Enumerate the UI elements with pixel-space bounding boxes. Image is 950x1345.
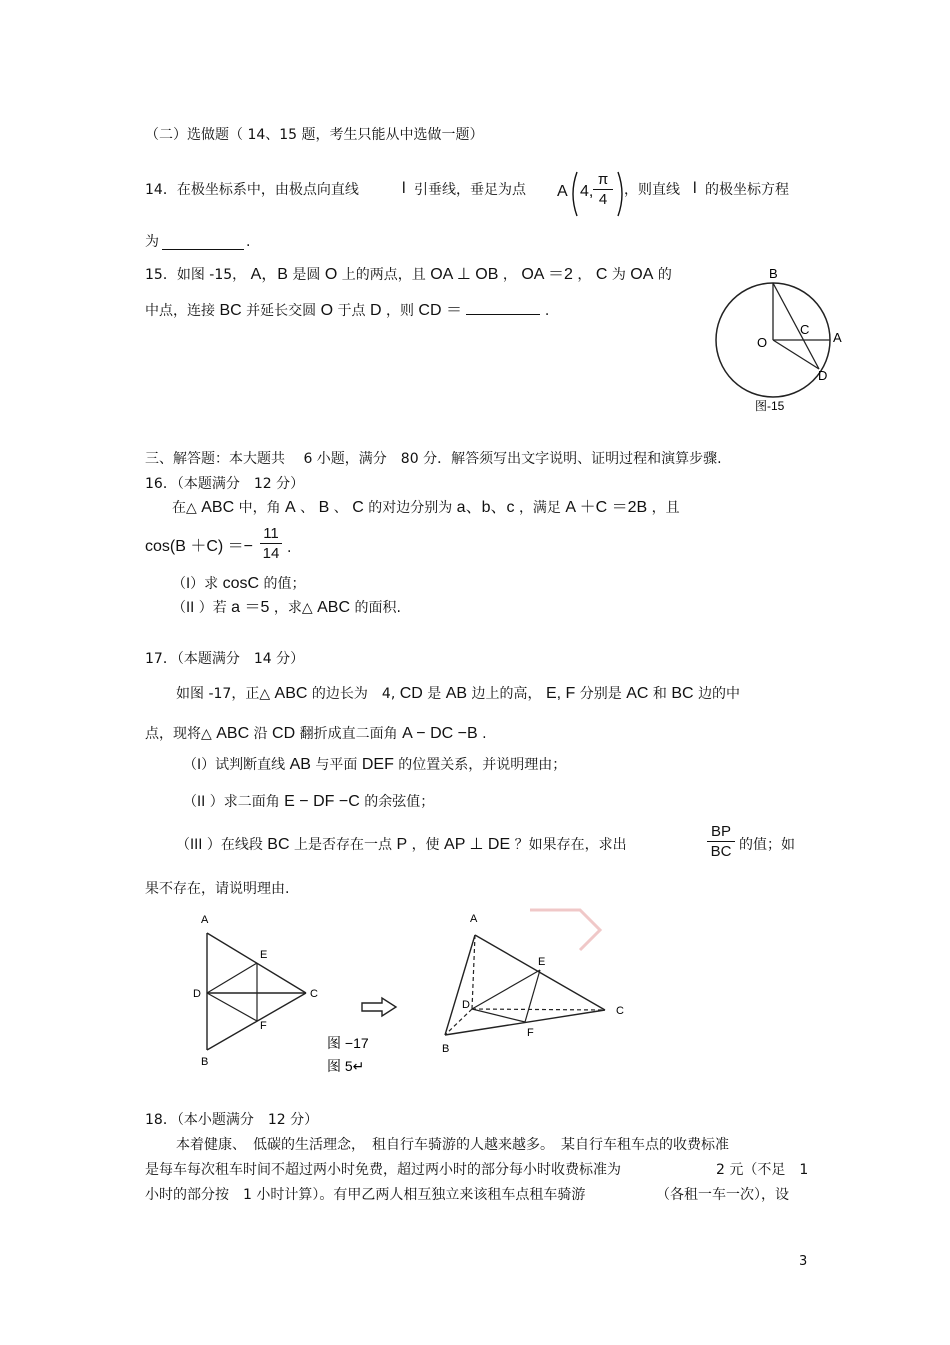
- left-paren: [573, 172, 577, 216]
- q16-c1: （II ）若: [172, 600, 227, 616]
- q16-heading: 16．（本题满分 12 分）: [145, 476, 305, 492]
- q14-coord: 4,: [580, 183, 594, 200]
- watermark-stamp: [530, 910, 600, 950]
- q17-e1: （III ）在线段: [176, 837, 263, 853]
- q15-t7: ，: [502, 267, 517, 283]
- q16-a11: ，满足: [518, 500, 561, 516]
- q14-line-l: l: [402, 180, 406, 197]
- q17-b3: 沿: [253, 726, 268, 742]
- figure-15: [700, 260, 860, 420]
- q17-a13: 边的中: [698, 686, 741, 702]
- q17-b6: A − DC −B: [402, 725, 478, 742]
- q14-answer-blank: [162, 249, 244, 250]
- q14-fraction-den: 4: [598, 191, 608, 208]
- q15-u4: O: [320, 302, 334, 319]
- q17-a11: 和: [652, 686, 667, 702]
- q15-t9: ，: [577, 267, 592, 283]
- q17-a5: 是: [427, 686, 442, 702]
- figure-17-flat: [190, 905, 380, 1080]
- figure-15-caption: 图-15: [755, 399, 785, 413]
- q15-u7: ，则: [385, 303, 414, 319]
- q16-b2: cosC: [222, 575, 260, 592]
- q14-fraction: [593, 171, 613, 208]
- label-d: D: [462, 999, 470, 1011]
- q18-line2a: 是每车每次租车时间不超过两小时免费，超过两小时的部分每小时收费标准为: [145, 1162, 621, 1178]
- q14-text-mid: 引垂线，垂足为点: [414, 182, 526, 198]
- q15-u9: .: [544, 303, 550, 319]
- q15-t10: C: [595, 266, 608, 283]
- q14-line-l-2: l: [693, 180, 697, 197]
- label-f: F: [260, 1020, 267, 1032]
- segment-ad: [472, 935, 475, 1009]
- label-a: A: [201, 914, 209, 926]
- q15-u8: CD ＝: [418, 302, 462, 319]
- q16-cos-end: .: [287, 540, 292, 556]
- q17-a10: AC: [626, 685, 649, 702]
- q17-b7: .: [482, 726, 487, 742]
- q17-c4: DEF: [361, 756, 394, 773]
- q17-a2: ABC: [274, 685, 308, 702]
- q16-b3: 的值；: [263, 576, 306, 592]
- fraction-bar: [260, 543, 282, 544]
- label-c: C: [800, 322, 810, 337]
- segment-bd: [773, 283, 819, 369]
- q16-fraction-num: 11: [263, 525, 279, 542]
- label-c: C: [310, 988, 318, 1000]
- figure-5-caption: 图 5↵: [327, 1058, 365, 1074]
- label-a: A: [833, 330, 842, 345]
- q15-u6: D: [369, 302, 382, 319]
- q17-b2: ABC: [216, 725, 250, 742]
- q16-a6: B: [318, 499, 330, 516]
- q15-u3: 并延长交圆: [246, 303, 317, 319]
- label-e: E: [260, 949, 268, 961]
- q16-a8: C: [352, 499, 364, 516]
- fold-arrow-icon: [360, 995, 400, 1019]
- label-f: F: [527, 1027, 534, 1039]
- q17-e3: 上是否存在一点: [293, 837, 392, 853]
- segment-de: [472, 970, 540, 1009]
- q15-t5: 上的两点，且: [341, 267, 426, 283]
- label-e: E: [538, 956, 546, 968]
- figure-17-folded: [430, 905, 640, 1065]
- q15-t1: 15．如图 -15，: [145, 267, 247, 283]
- q15-t3: 是圆: [292, 267, 321, 283]
- q16-cos-lhs: cos(B ＋C) ＝−: [145, 538, 254, 555]
- q14-text-end: .: [246, 234, 251, 250]
- q15-t8: OA ＝2: [521, 266, 573, 283]
- q14-text-post: ，则直线: [624, 182, 680, 198]
- q17-c5: 的位置关系，并说明理由；: [398, 757, 567, 773]
- q14-text-line2: 为: [145, 234, 159, 250]
- q18-line3a: 小时的部分按 1 小时计算）。有甲乙两人相互独立来该租车点租车骑游: [145, 1187, 586, 1203]
- q17-e5: ，使: [411, 837, 440, 853]
- q17-b1: 点，现将△: [145, 726, 212, 742]
- q15-u5: 于点: [337, 303, 366, 319]
- q16-a3: 中，角: [238, 500, 281, 516]
- figure-17-caption: 图 −17: [327, 1035, 369, 1051]
- q17-c2: AB: [289, 756, 311, 773]
- q15-t6: OA ⊥ OB: [430, 266, 499, 283]
- q17-f1: 果不存在，请说明理由.: [145, 881, 290, 897]
- q16-a2: ABC: [201, 499, 235, 516]
- q15-t12: OA: [630, 266, 654, 283]
- label-o: O: [757, 335, 768, 350]
- segment-bc: [445, 1010, 605, 1035]
- q17-a7: 边上的高，: [471, 686, 542, 702]
- q17-d3: 的余弦值；: [364, 794, 435, 810]
- label-a: A: [470, 913, 478, 925]
- q17-a12: BC: [671, 685, 694, 702]
- segment-de: [207, 963, 257, 993]
- page-number: 3: [799, 1254, 808, 1269]
- q16-fraction-den: 14: [262, 545, 280, 562]
- q18-heading: 18．（本小题满分 12 分）: [145, 1112, 319, 1128]
- q14-fraction-num: π: [597, 171, 609, 188]
- segment-df: [472, 1009, 525, 1022]
- q16-a4: A: [285, 499, 296, 516]
- q17-e6: AP ⊥ DE: [444, 836, 511, 853]
- q17-c3: 与平面: [315, 757, 358, 773]
- q17-d2: E − DF −C: [284, 793, 360, 810]
- q16-a9: 的对边分别为: [368, 500, 453, 516]
- q15-t11: 为: [611, 267, 626, 283]
- label-d: D: [193, 988, 201, 1000]
- q17-fraction-den: BC: [710, 843, 732, 860]
- q17-a1: 如图 -17，正△: [176, 686, 271, 702]
- q17-e7: ？如果存在，求出: [514, 837, 627, 853]
- q17-a8: E, F: [545, 685, 576, 702]
- segment-df: [207, 993, 257, 1021]
- q16-a13: ，且: [651, 500, 680, 516]
- q16-c4: ABC: [317, 599, 351, 616]
- q17-d1: （II ）求二面角: [183, 794, 280, 810]
- q16-c3: ，求△: [273, 600, 313, 616]
- q17-a6: AB: [445, 685, 468, 702]
- label-c: C: [616, 1005, 624, 1017]
- q15-t4: O: [324, 266, 338, 283]
- segment-od: [773, 340, 819, 369]
- q17-b5: 翻折成直二面角: [299, 726, 398, 742]
- q17-e8: 的值；如: [739, 837, 795, 853]
- q14-point-a: A: [557, 183, 568, 200]
- q14-text-pre: 14．在极坐标系中，由极点向直线: [145, 182, 359, 198]
- label-b: B: [201, 1056, 209, 1068]
- q16-a5: 、: [300, 500, 315, 516]
- q17-a3: 的边长为 4,: [311, 686, 396, 702]
- fraction-bar: [707, 841, 735, 842]
- q18-line3b: （各租一车一次），设: [656, 1187, 789, 1203]
- label-b: B: [442, 1043, 450, 1055]
- segment-dc: [472, 1009, 605, 1010]
- q15-u2: BC: [219, 302, 242, 319]
- q17-c1: （I）试判断直线: [183, 757, 286, 773]
- q17-heading: 17．（本题满分 14 分）: [145, 651, 305, 667]
- q16-a12: A ＋C ＝2B: [565, 499, 648, 516]
- q17-fraction: [707, 823, 735, 860]
- label-b: B: [769, 266, 778, 281]
- q14-text-tail: 的极坐标方程: [705, 182, 789, 198]
- q17-b4: CD: [272, 725, 296, 742]
- q17-fraction-num: BP: [710, 823, 731, 840]
- q16-b1: （I）求: [172, 576, 219, 592]
- q15-t13: 的: [657, 267, 672, 283]
- q16-a10: a、b、c: [456, 499, 515, 516]
- q17-e2: BC: [267, 836, 290, 853]
- q15-t2: A，B: [250, 266, 288, 283]
- q16-a7: 、: [333, 500, 348, 516]
- right-paren: [618, 172, 622, 216]
- q16-a1: 在△: [172, 500, 197, 516]
- q16-fraction: [260, 525, 282, 562]
- section-heading-optional: （二）选做题（ 14、15 题，考生只能从中选做一题）: [145, 127, 484, 143]
- q15-answer-blank: [466, 300, 540, 315]
- label-d: D: [818, 368, 828, 383]
- section-heading-solutions: 三、解答题：本大题共 6 小题，满分 80 分．解答须写出文字说明、证明过程和演算步骤.: [145, 451, 722, 467]
- q16-c5: 的面积.: [354, 600, 401, 616]
- q18-line1: 本着健康、 低碳的生活理念， 租自行车骑游的人越来越多。 某自行车租车点的收费标准: [176, 1137, 729, 1153]
- q17-e4: P: [396, 836, 408, 853]
- q17-a4: CD: [399, 685, 423, 702]
- fraction-bar: [593, 189, 613, 190]
- q15-u1: 中点，连接: [145, 303, 215, 319]
- q18-line2b: 2 元（不足 1: [716, 1162, 809, 1178]
- q16-c2: a ＝5: [231, 599, 270, 616]
- q17-a9: 分别是: [579, 686, 622, 702]
